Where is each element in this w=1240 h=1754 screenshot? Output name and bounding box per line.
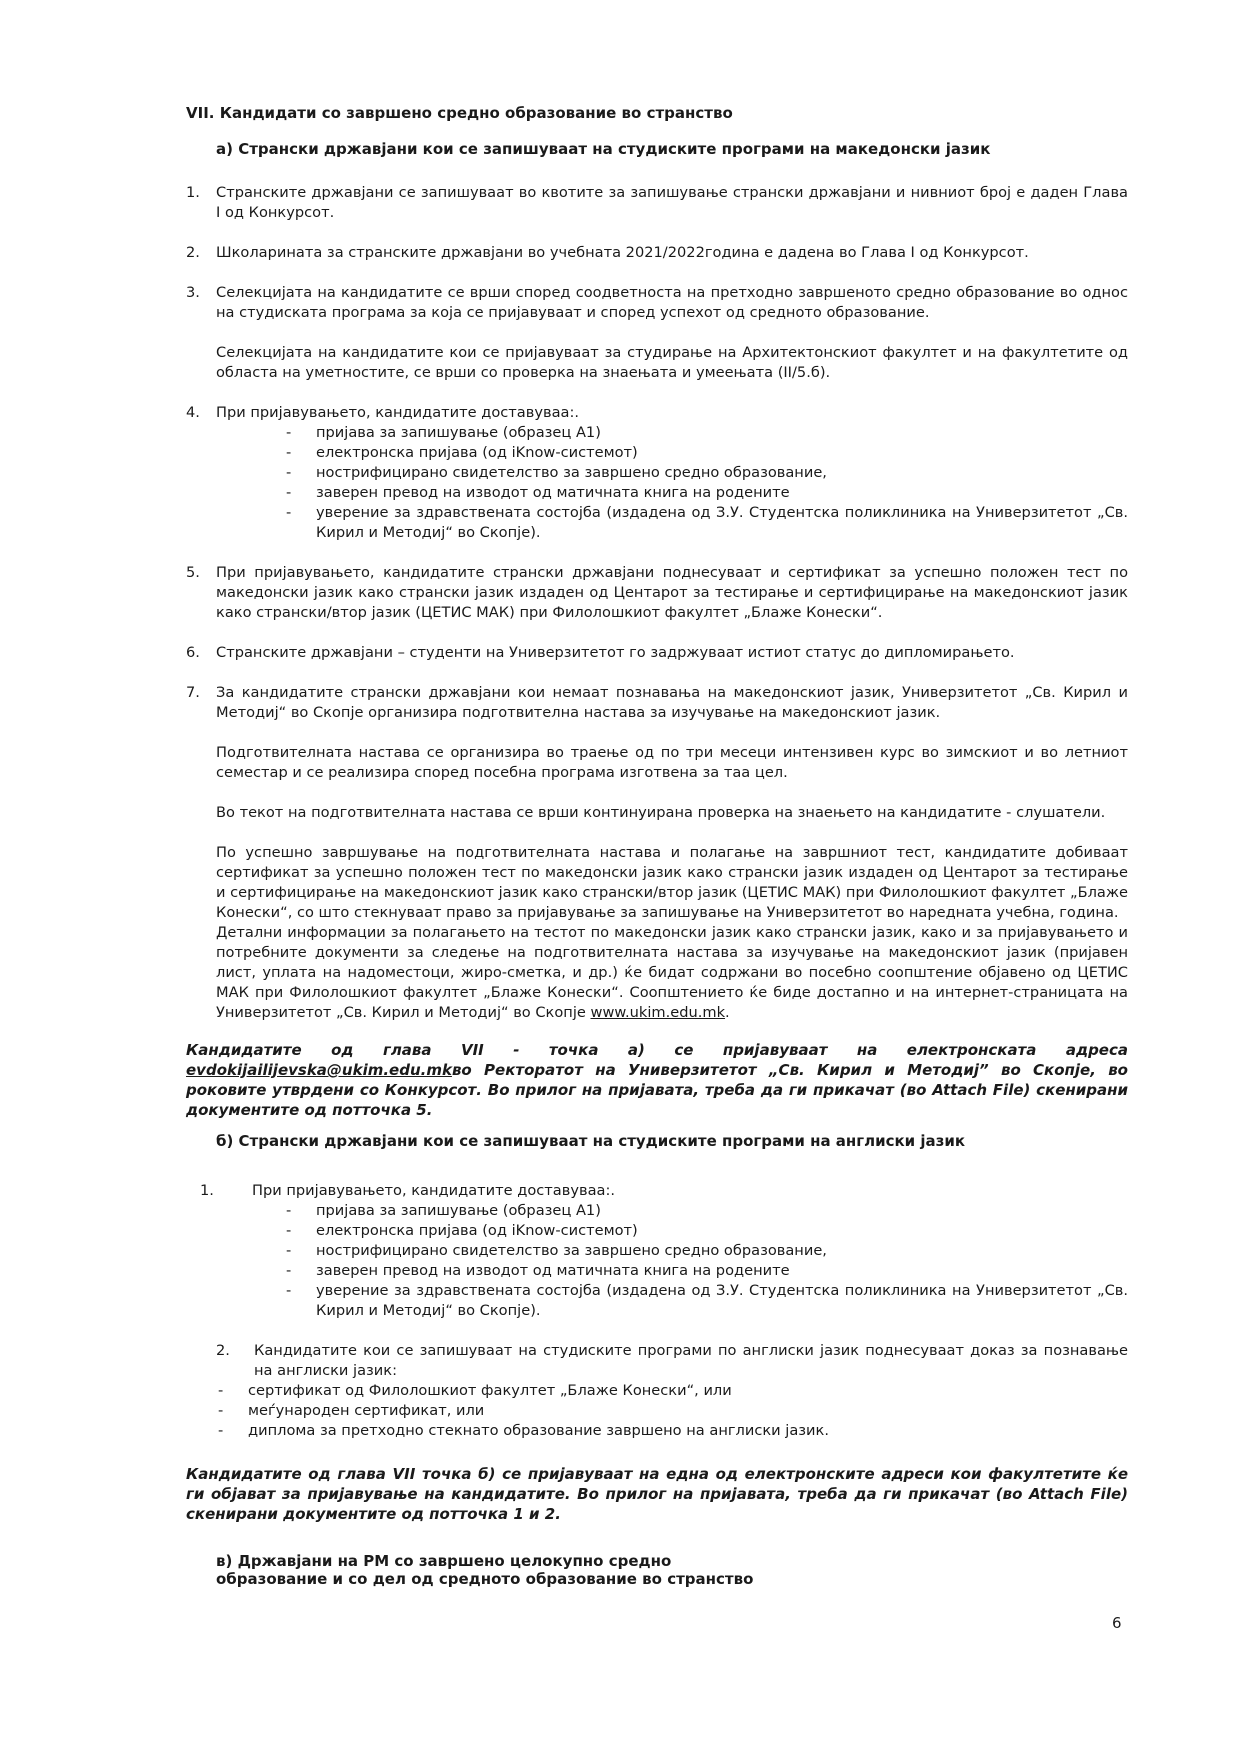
bullet-item xyxy=(286,1241,1128,1261)
paragraph: Во текот на подготвителната настава се врши континуирана проверка на знаењето на кандидатите - слушатели. xyxy=(216,804,1106,821)
bullet-dash: - xyxy=(286,1262,292,1279)
list-item xyxy=(186,563,1128,623)
bullet-text: нострифицирано свидетелство за завршено средно образование, xyxy=(316,1242,827,1259)
page-number: 6 xyxy=(1112,1614,1122,1632)
item-number: 4. xyxy=(186,404,200,421)
section-heading-vii: VII. Кандидати со завршено средно образование во странство xyxy=(186,104,733,122)
item-text: За кандидатите странски државјани кои немаат познавања на македонскиот јазик, Универзитетот „Св. Кирил и Методиј“ во Скопје организира подготвителна настава за изучување на македонскиот јазик. xyxy=(216,684,1128,721)
bullet-item xyxy=(218,1421,1128,1441)
bullet-item xyxy=(286,1201,1128,1221)
bullet-item xyxy=(218,1401,1128,1421)
application-note-line: Кандидатите од глава VII - точка а) се пријавуваат на електронската адреса xyxy=(186,1041,1128,1059)
item-text: При пријавувањето, кандидатите доставуваа:. xyxy=(216,404,580,421)
application-note-b: Кандидатите од глава VII точка б) се пријавуваат на една од електронските адреси кои факултетите ќе ги објават за пријавување на кандидатите. Во прилог на пријавата, треба да ги прикачат (во Attach File) скенирани документите од потточка 1 и 2. xyxy=(186,1465,1128,1523)
bullet-text: заверен превод на изводот од матичната книга на родените xyxy=(316,484,790,501)
list-item xyxy=(186,403,1128,423)
bullet-dash: - xyxy=(286,1202,292,1219)
item-text: Странските државјани – студенти на Универзитетот го задржуваат истиот статус до дипломирањето. xyxy=(216,644,1015,661)
bullet-text: уверение за здравствената состојба (издадена од З.У. Студентска поликлиника на Универзитетот „Св. Кирил и Методиј“ во Скопје). xyxy=(316,504,1128,541)
bullet-dash: - xyxy=(286,1282,292,1299)
paragraph xyxy=(216,923,1128,1023)
list-item xyxy=(186,683,1128,723)
item-text: Кандидатите кои се запишуваат на студиските програми по англиски јазик поднесуваат доказ за познавање на англиски јазик: xyxy=(254,1342,1128,1379)
bullet-dash: - xyxy=(218,1422,224,1439)
bullet-text: пријава за запишување (образец А1) xyxy=(316,1202,601,1219)
bullet-dash: - xyxy=(286,504,292,521)
item-text: При пријавувањето, кандидатите странски државјани поднесуваат и сертификат за успешно положен тест по македонски јазик како странски јазик издаден од Центарот за тестирање и сертифицирање на македонскиот јазик како странски/втор јазик (ЦЕТИС МАК) при Филолошкиот факултет „Блаже Конески“. xyxy=(216,564,1128,621)
item-text: При пријавувањето, кандидатите доставуваа:. xyxy=(252,1182,616,1199)
list-item xyxy=(186,283,1128,323)
application-note-text: во Ректоратот на Универзитетот „Св. Кирил и Методиј” во Скопје, во роковите утврдени со Конкурсот. Во прилог на пријавата, треба да ги прикачат (во Attach File) скенирани документите од потточка 5. xyxy=(186,1061,1128,1119)
subheading-b: б) Странски државјани кои се запишуваат на студиските програми на англиски јазик xyxy=(216,1132,966,1150)
bullet-item xyxy=(286,1281,1128,1321)
list-item xyxy=(216,1341,1128,1381)
item-number: 3. xyxy=(186,284,200,301)
bullet-dash: - xyxy=(286,1242,292,1259)
bullet-item xyxy=(286,463,1128,483)
bullet-text: нострифицирано свидетелство за завршено средно образование, xyxy=(316,464,827,481)
bullet-dash: - xyxy=(218,1402,224,1419)
application-note-a xyxy=(186,1040,1128,1120)
item-number: 2. xyxy=(186,244,200,261)
application-email-link[interactable]: evdokijailijevska@ukim.edu.mk xyxy=(186,1061,452,1079)
item-number: 1. xyxy=(200,1182,214,1199)
list-item xyxy=(186,643,1128,663)
item-text: Школарината за странските државјани во учебната 2021/2022година е дадена во Глава I од Конкурсот. xyxy=(216,244,1029,261)
item-number: 1. xyxy=(186,184,200,201)
bullet-text: сертификат од Филолошкиот факултет „Блаже Конески“, или xyxy=(248,1382,732,1399)
item-number: 2. xyxy=(216,1342,230,1359)
subheading-v-line: в) Државјани на РМ со завршено целокупно средно xyxy=(216,1552,672,1570)
sentence-end: . xyxy=(725,1004,730,1021)
item-number: 7. xyxy=(186,684,200,701)
paragraph: Подготвителната настава се организира во траење од по три месеци интензивен курс во зимскиот и во летниот семестар и се реализира според посебна програма изготвена за таа цел. xyxy=(216,744,1128,781)
subheading-v-line: образование и со дел од средното образование во странство xyxy=(216,1570,754,1588)
subheading-v xyxy=(216,1552,753,1588)
list-item xyxy=(186,183,1128,223)
bullet-dash: - xyxy=(286,464,292,481)
bullet-text: електронска пријава (од iKnow-системот) xyxy=(316,444,638,461)
ukim-website-link[interactable]: www.ukim.edu.mk xyxy=(590,1004,726,1021)
list-item xyxy=(200,1181,1128,1201)
bullet-item xyxy=(286,1261,1128,1281)
bullet-item xyxy=(286,423,1128,443)
bullet-item xyxy=(286,1221,1128,1241)
bullet-dash: - xyxy=(286,424,292,441)
bullet-dash: - xyxy=(286,1222,292,1239)
bullet-item xyxy=(286,483,1128,503)
list-item xyxy=(186,243,1128,263)
item-text: Странските државјани се запишуваат во квотите за запишување странски државјани и нивниот број е даден Глава I од Конкурсот. xyxy=(216,184,1128,221)
bullet-dash: - xyxy=(286,444,292,461)
bullet-dash: - xyxy=(218,1382,224,1399)
bullet-text: диплома за претходно стекнато образование завршено на англиски јазик. xyxy=(248,1422,829,1439)
paragraph: По успешно завршување на подготвителната настава и полагање на завршниот тест, кандидатите добиваат сертификат за успешно положен тест по македонски јазик како странски јазик издаден од Центарот за тестирање и сертифицирање на македонскиот јазик како странски/втор јазик (ЦЕТИС МАК) при Филолошкиот факултет „Блаже Конески“, со што стекнуваат право за пријавување за запишување на Универзитетот во наредната учебна, година. xyxy=(216,844,1128,921)
bullet-text: меѓународен сертификат, или xyxy=(248,1402,485,1419)
bullet-item xyxy=(286,503,1128,543)
item-number: 6. xyxy=(186,644,200,661)
subheading-a: а) Странски државјани кои се запишуваат на студиските програми на македонски јазик xyxy=(216,140,991,158)
bullet-dash: - xyxy=(286,484,292,501)
bullet-item xyxy=(218,1381,1128,1401)
paragraph-text: Детални информации за полагањето на тестот по македонски јазик како странски јазик, како и за пријавувањето и потребните документи за следење на подготвителната настава за изучување на македонскиот јазик (пријавен лист, уплата на надоместоци, жиро-сметка, и др.) ќе бидат содржани во посебно соопштение објавено од ЦЕТИС МАК при Филолошкиот факултет „Блаже Конески“. Соопштението ќе биде достапно и на интернет-страницата на Универзитетот „Св. Кирил и Методиј“ во Скопје xyxy=(216,924,1128,1021)
bullet-text: електронска пријава (од iKnow-системот) xyxy=(316,1222,638,1239)
item-text: Селекцијата на кандидатите се врши според соодветноста на претходно завршеното средно образование во однос на студиската програма за која се пријавуваат и според успехот од средното образование. xyxy=(216,284,1128,321)
bullet-text: уверение за здравствената состојба (издадена од З.У. Студентска поликлиника на Универзитетот „Св. Кирил и Методиј“ во Скопје). xyxy=(316,1282,1128,1319)
bullet-text: заверен превод на изводот од матичната книга на родените xyxy=(316,1262,790,1279)
bullet-text: пријава за запишување (образец А1) xyxy=(316,424,601,441)
bullet-item xyxy=(286,443,1128,463)
item-number: 5. xyxy=(186,564,200,581)
paragraph: Селекцијата на кандидатите кои се пријавуваат за студирање на Архитектонскиот факултет и на факултетите од областа на уметностите, се врши со проверка на знаењата и умеењата (II/5.б). xyxy=(216,344,1128,381)
